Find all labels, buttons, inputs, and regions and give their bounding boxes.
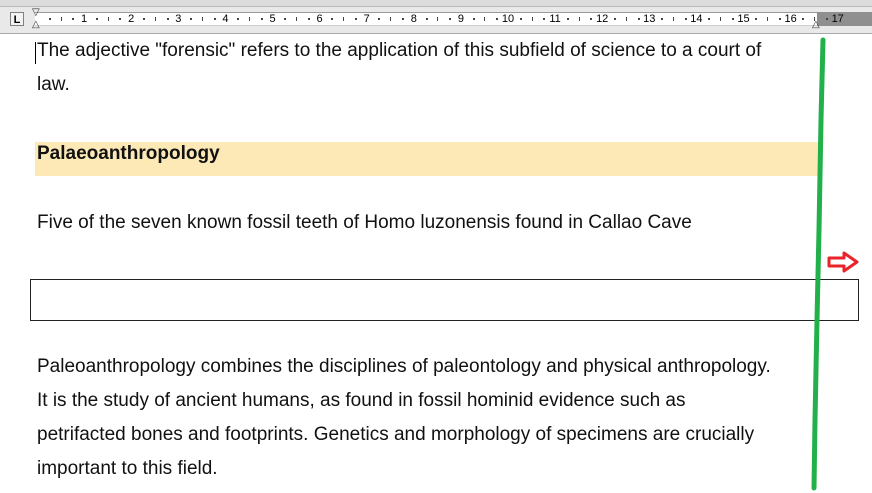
ruler-number: 15: [737, 13, 750, 25]
ruler-number: 14: [690, 13, 703, 25]
paragraph-line[interactable]: petrifacted bones and footprints. Genetics and morphology of specimens are crucially: [37, 424, 755, 445]
paragraph-line[interactable]: It is the study of ancient humans, as found in fossil hominid evidence such as: [37, 390, 686, 411]
right-arrow-icon: [826, 250, 860, 274]
ruler-number: 8: [410, 13, 417, 25]
ruler-number: 16: [784, 13, 797, 25]
ruler-number: 1: [81, 13, 88, 25]
first-line-indent-marker[interactable]: ▽: [32, 7, 40, 18]
paragraph-forensic-line1[interactable]: The adjective "forensic" refers to the application of this subfield of science to a court of: [37, 40, 762, 61]
ruler-number: 6: [316, 13, 323, 25]
tab-selector-button[interactable]: L: [10, 12, 24, 26]
ruler-number: 4: [222, 13, 229, 25]
ruler-number: 5: [269, 13, 276, 25]
paragraph-line[interactable]: important to this field.: [37, 458, 218, 479]
ruler-number: 17: [831, 13, 844, 25]
ruler-number: 12: [596, 13, 609, 25]
right-indent-marker[interactable]: △: [812, 19, 820, 30]
paragraph-forensic-line2[interactable]: law.: [37, 74, 70, 95]
ruler-number: 13: [643, 13, 656, 25]
left-indent-marker[interactable]: △: [32, 19, 40, 30]
paragraph-line[interactable]: Paleoanthropology combines the disciplines of paleontology and physical anthropology.: [37, 356, 771, 377]
ruler-number: 2: [128, 13, 135, 25]
ruler-number: 9: [457, 13, 464, 25]
heading-palaeoanthropology[interactable]: Palaeoanthropology: [37, 143, 220, 164]
ruler-number: 3: [175, 13, 182, 25]
image-caption[interactable]: Five of the seven known fossil teeth of Homo luzonensis found in Callao Cave: [37, 212, 692, 233]
ruler-number: 11: [549, 13, 561, 25]
ruler-number: 7: [363, 13, 370, 25]
ruler-number: 10: [501, 13, 515, 25]
